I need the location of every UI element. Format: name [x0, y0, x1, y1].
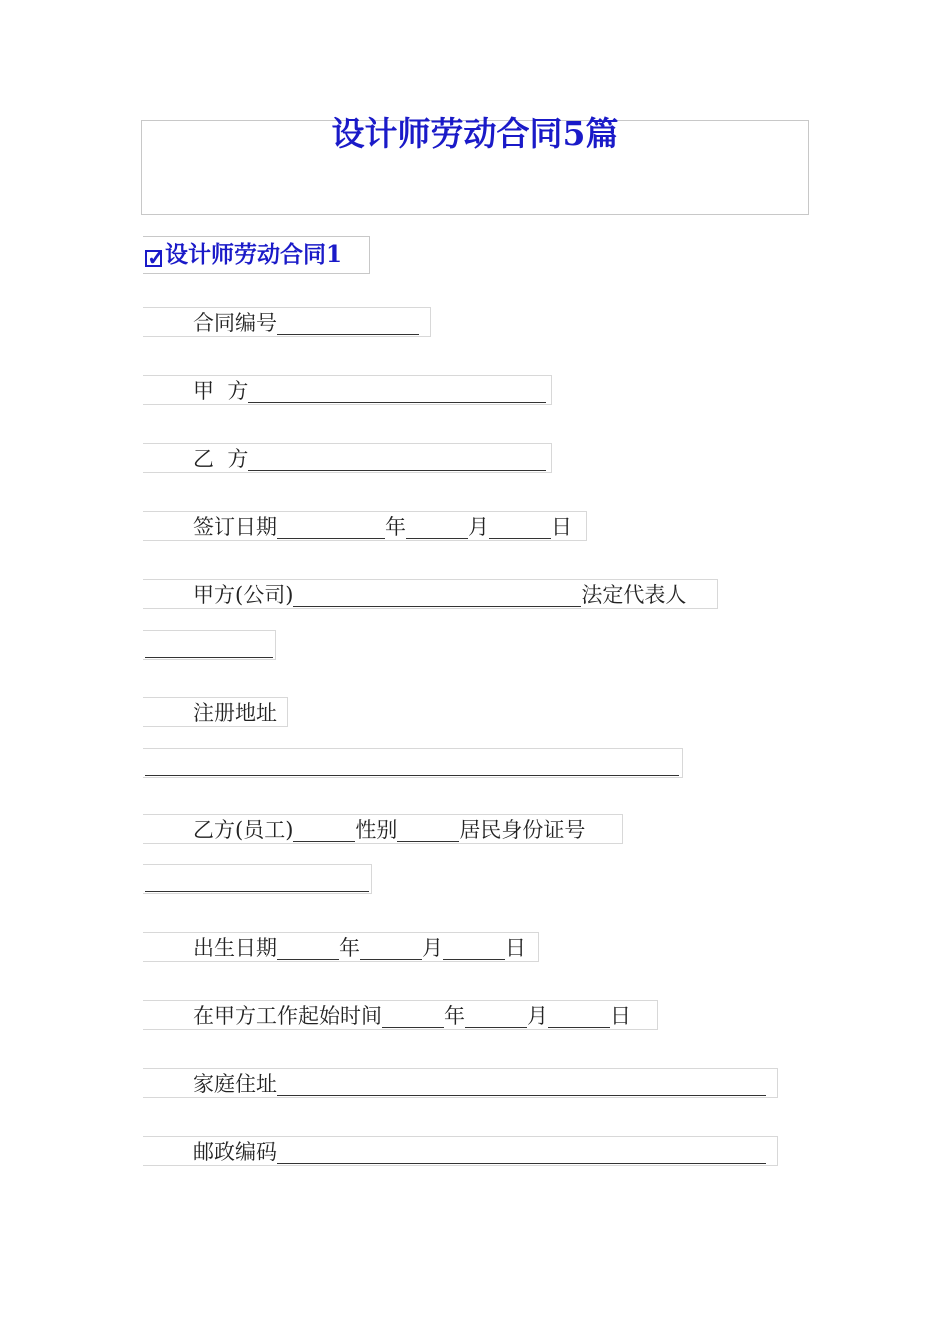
home-address-label: 家庭住址	[193, 1072, 277, 1096]
day-label: 日	[610, 1004, 631, 1028]
sign-year-blank[interactable]	[277, 514, 385, 539]
legal-rep-row	[143, 630, 276, 660]
postal-code-row	[143, 1136, 778, 1166]
year-label: 年	[385, 515, 406, 539]
party-b-label: 乙 方	[193, 447, 249, 471]
birth-month-blank[interactable]	[360, 935, 422, 960]
month-label: 月	[527, 1004, 548, 1028]
postal-code-blank[interactable]	[277, 1139, 766, 1164]
party-a-row	[143, 375, 552, 405]
reg-address-blank[interactable]	[145, 751, 679, 776]
contract-no-label: 合同编号	[193, 311, 277, 335]
id-no-label: 居民身份证号	[459, 818, 586, 842]
checkbox-icon	[145, 250, 162, 267]
party-b-employee-label: 乙方(员工)	[193, 818, 294, 842]
employee-name-blank[interactable]	[293, 817, 355, 842]
day-label: 日	[505, 936, 526, 960]
sign-date-label: 签订日期	[193, 515, 277, 539]
year-label: 年	[444, 1004, 465, 1028]
document-title: 设计师劳动合同5篇	[331, 114, 619, 153]
legal-rep-label: 法定代表人	[581, 583, 687, 607]
birth-date-label: 出生日期	[193, 936, 277, 960]
reg-address-row	[143, 697, 288, 727]
party-a-company-label: 甲方(公司)	[193, 583, 294, 607]
start-day-blank[interactable]	[548, 1003, 610, 1028]
party-a-company-row	[143, 579, 718, 609]
reg-address-label: 注册地址	[193, 701, 277, 725]
reg-address-blank-row	[143, 748, 683, 778]
company-name-blank[interactable]	[293, 582, 581, 607]
postal-code-label: 邮政编码	[193, 1140, 277, 1164]
sign-date-row	[143, 511, 587, 541]
year-label: 年	[339, 936, 360, 960]
party-a-label: 甲 方	[193, 379, 249, 403]
month-label: 月	[468, 515, 489, 539]
sign-day-blank[interactable]	[489, 514, 551, 539]
birth-year-blank[interactable]	[277, 935, 339, 960]
gender-label: 性别	[355, 818, 398, 842]
party-b-blank[interactable]	[248, 446, 546, 471]
home-address-blank[interactable]	[277, 1071, 766, 1096]
section-heading	[143, 236, 370, 274]
gender-blank[interactable]	[397, 817, 459, 842]
sign-month-blank[interactable]	[406, 514, 468, 539]
birth-day-blank[interactable]	[443, 935, 505, 960]
month-label: 月	[422, 936, 443, 960]
start-time-label: 在甲方工作起始时间	[193, 1004, 382, 1028]
party-a-blank[interactable]	[248, 378, 546, 403]
birth-date-row	[143, 932, 539, 962]
id-no-blank-row	[143, 864, 372, 894]
section-title: 设计师劳动合同1	[165, 241, 343, 268]
start-month-blank[interactable]	[465, 1003, 527, 1028]
party-b-employee-row	[143, 814, 623, 844]
day-label: 日	[551, 515, 572, 539]
party-b-row	[143, 443, 552, 473]
home-address-row	[143, 1068, 778, 1098]
legal-rep-blank[interactable]	[145, 633, 273, 658]
start-time-row	[143, 1000, 658, 1030]
contract-no-row	[143, 307, 431, 337]
contract-no-blank[interactable]	[277, 310, 419, 335]
start-year-blank[interactable]	[382, 1003, 444, 1028]
id-no-blank[interactable]	[145, 867, 369, 892]
